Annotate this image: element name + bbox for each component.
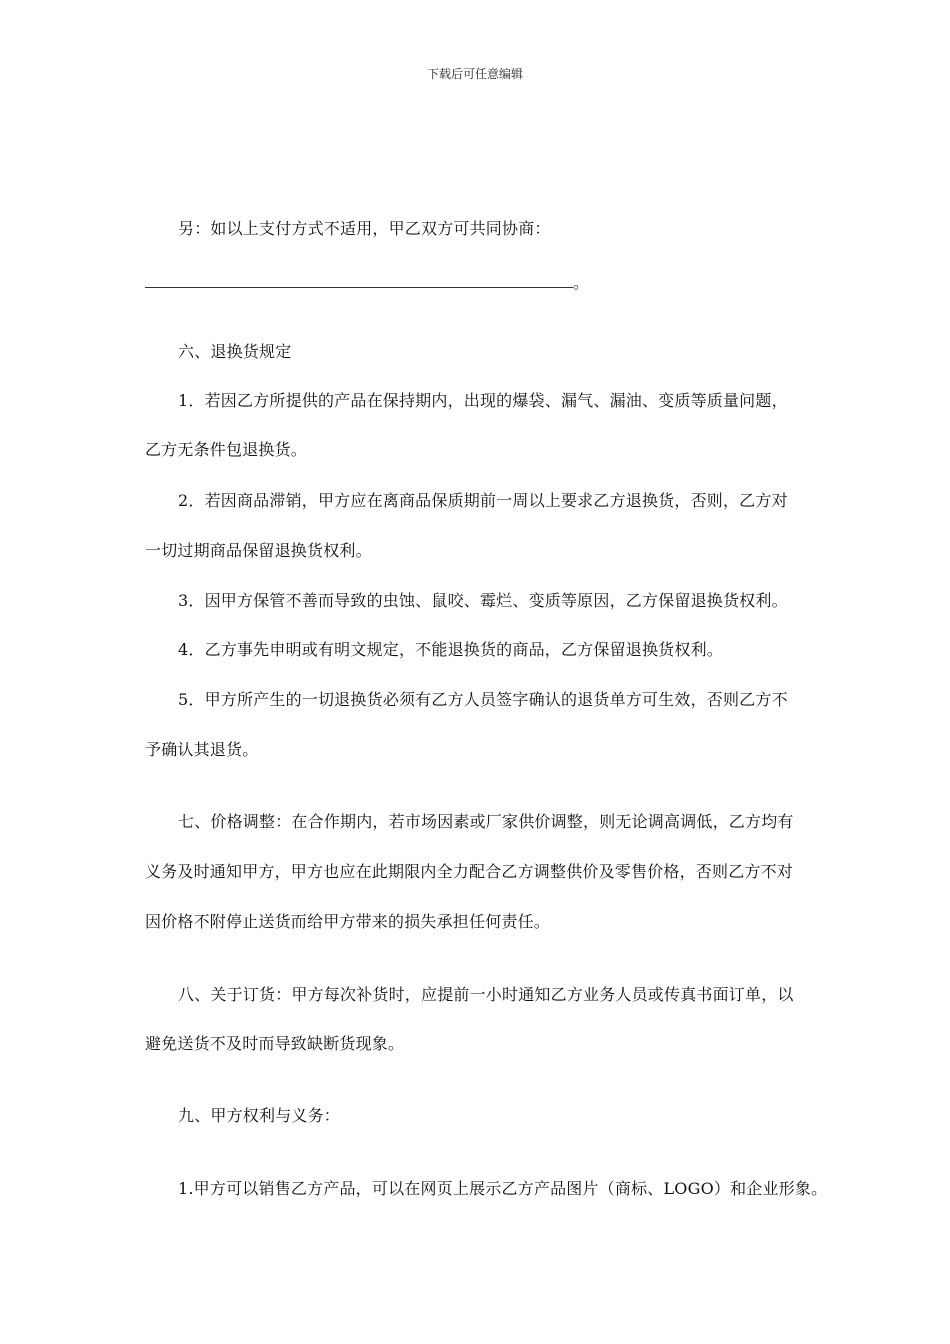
page-header: 下载后可任意编辑: [426, 67, 523, 81]
section-6-item-5-line-2: 予确认其退货。: [145, 740, 259, 759]
alt-payment-text: 另：如以上支付方式不适用，甲乙双方可共同协商：: [178, 219, 551, 238]
section-6-item-3: 3．因甲方保管不善而导致的虫蚀、鼠咬、霉烂、变质等原因，乙方保留退换货权利。: [178, 591, 788, 610]
section-7-line-2: 义务及时通知甲方，甲方也应在此期限内全力配合乙方调整供价及零售价格，否则乙方不对: [145, 862, 794, 881]
section-6-title: 六、退换货规定: [178, 342, 292, 361]
section-6-item-1-line-2: 乙方无条件包退换货。: [145, 440, 308, 459]
section-9-title: 九、甲方权利与义务：: [178, 1106, 341, 1125]
section-6-item-2-line-2: 一切过期商品保留退换货权利。: [145, 541, 372, 560]
section-6-item-4: 4．乙方事先申明或有明文规定，不能退换货的商品，乙方保留退换货权利。: [178, 640, 723, 659]
section-6-item-1-line-1: 1．若因乙方所提供的产品在保持期内，出现的爆袋、漏气、漏油、变质等质量问题，: [178, 391, 788, 410]
section-7-line-1: 七、价格调整：在合作期内，若市场因素或厂家供价调整，则无论调高调低，乙方均有: [178, 812, 794, 831]
section-6-item-5-line-1: 5．甲方所产生的一切退换货必须有乙方人员签字确认的退货单方可生效，否则乙方不: [178, 690, 788, 709]
section-6-item-2-line-1: 2．若因商品滞销，甲方应在离商品保质期前一周以上要求乙方退换货，否则，乙方对: [178, 491, 788, 510]
section-9-item-1: 1.甲方可以销售乙方产品，可以在网页上展示乙方产品图片（商标、LOGO）和企业形象。: [178, 1179, 828, 1198]
blank-end-mark: 。: [573, 273, 590, 292]
negotiation-blank: [145, 272, 589, 294]
section-8-line-2: 避免送货不及时而导致缺断货现象。: [145, 1034, 405, 1053]
section-7-line-3: 因价格不附停止送货而给甲方带来的损失承担任何责任。: [145, 912, 551, 931]
blank-underline: [145, 273, 573, 288]
section-8-line-1: 八、关于订货：甲方每次补货时，应提前一小时通知乙方业务人员或传真书面订单，以: [178, 985, 794, 1004]
